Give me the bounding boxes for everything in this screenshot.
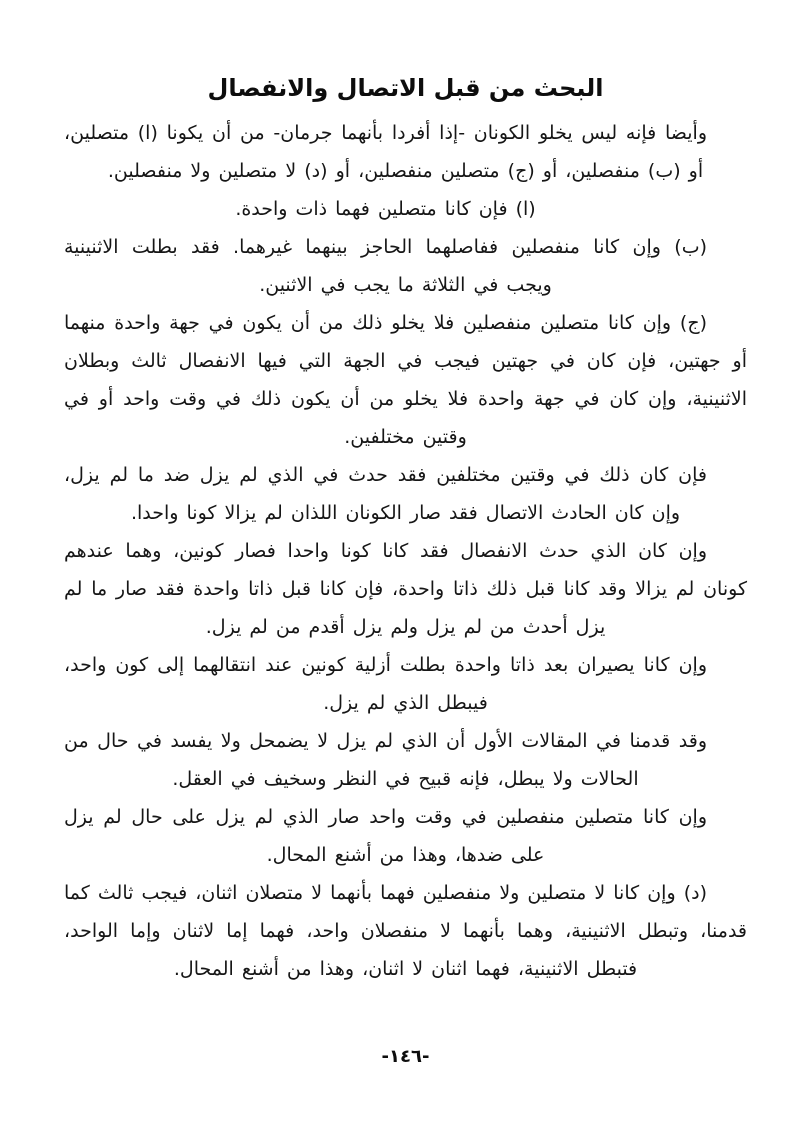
paragraph: وإن كانا يصيران بعد ذاتا واحدة بطلت أزلية كونين عند انتقالهما إلى كون واحد، فيبطل الذي لم يزل. xyxy=(64,654,707,714)
paragraph: وإن كانا متصلين منفصلين في وقت واحد صار الذي لم يزل على حال لم يزل على ضدها، وهذا من أشنع المحال. xyxy=(64,806,707,866)
paragraph: فإن كان ذلك في وقتين مختلفين فقد حدث في الذي لم يزل ضد ما لم يزل، وإن كان الحادث الاتصال فقد صار الكونان اللذان لم يزالا كونا واحدا. xyxy=(64,464,707,524)
paragraph: (ا) فإن كانا متصلين فهما ذات واحدة. xyxy=(235,198,536,220)
paragraph: (ب) وإن كانا منفصلين ففاصلهما الحاجز بينهما غيرهما. فقد بطلت الاثنينية ويجب في الثلاثة ما يجب في الاثنين. xyxy=(64,236,707,296)
page-number: -١٤٦- xyxy=(381,1046,430,1067)
paragraph: وإن كان الذي حدث الانفصال فقد كانا كونا واحدا فصار كونين، وهما عندهم كونان لم يزالا وقد كانا قبل ذلك ذاتا واحدة، فإن كانا قبل ذاتا واحدة فقد صار ما لم يزل أحدث من لم يزل ولم يزل أقدم من لم يزل. xyxy=(64,540,747,638)
paragraph: وقد قدمنا في المقالات الأول أن الذي لم يزل لا يضمحل ولا يفسد في حال من الحالات ولا يبطل، فإنه قبيح في النظر وسخيف في العقل. xyxy=(64,730,707,790)
paragraph: (د) وإن كانا لا متصلين ولا منفصلين فهما بأنهما لا متصلان اثنان، فيجب ثالث كما قدمنا، وتبطل الاثنينية، وهما بأنهما لا منفصلان واحد، فهما إما لاثنان وإما الواحد، فتبطل الاثنينية، فهما اثنان لا اثنان، وهذا من أشنع المحال. xyxy=(64,882,747,980)
document-body xyxy=(0,114,811,988)
paragraph: (ج) وإن كانا متصلين منفصلين فلا يخلو ذلك من أن يكون في جهة واحدة منهما أو جهتين، فإن كان في جهتين فيجب في الجهة التي فيها الانفصال ثالث وبطلان الاثنينية، وإن كان في جهة واحدة فلا يخلو من أن يكون ذلك في وقت واحد أو في وقتين مختلفين. xyxy=(64,312,747,448)
page-title: البحث من قبل الاتصال والانفصال xyxy=(207,74,604,102)
paragraph: وأيضا فإنه ليس يخلو الكونان -إذا أفردا بأنهما جرمان- من أن يكونا (ا) متصلين، أو (ب) منفصلين، أو (ج) متصلين منفصلين، أو (د) لا متصلين ولا منفصلين. xyxy=(64,122,707,182)
